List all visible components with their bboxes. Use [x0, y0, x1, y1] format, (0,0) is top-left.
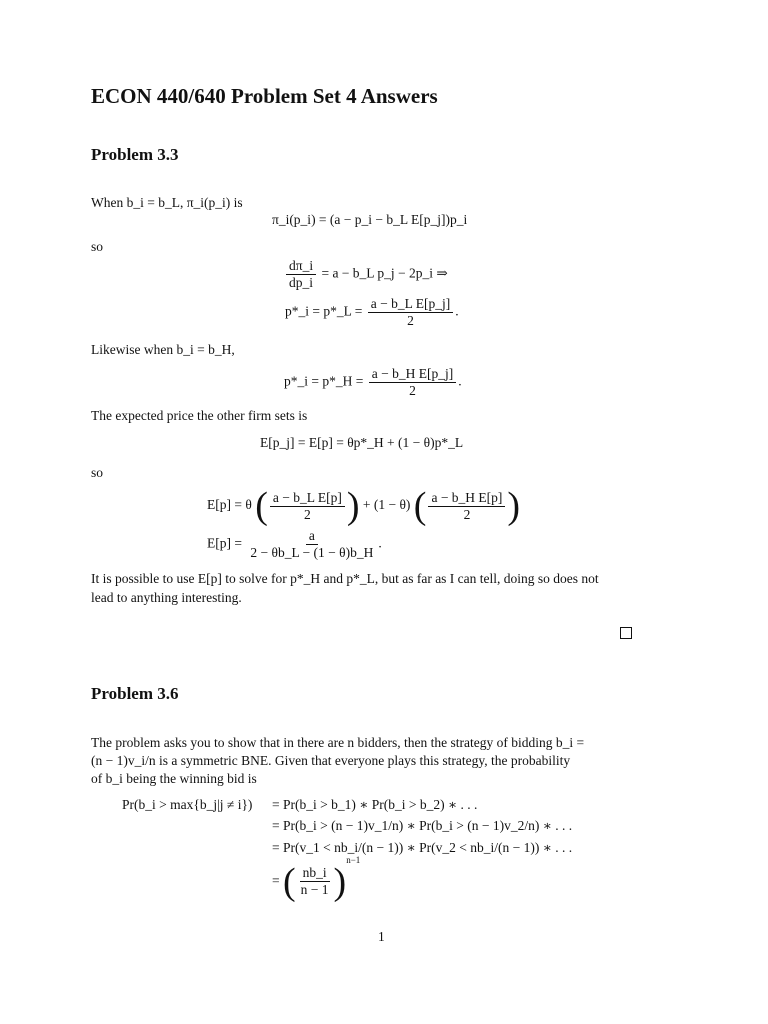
p36-eqD-denominator: n − 1: [300, 882, 329, 898]
p33-eq6-mid: + (1 − θ): [362, 497, 411, 513]
p36-eqD-equals: =: [272, 873, 280, 888]
p33-expected-text: The expected price the other firm sets is: [91, 408, 308, 423]
p33-eq7-numerator: a: [306, 528, 318, 545]
p33-eq2-denominator: dp_i: [289, 275, 314, 290]
p33-eq3-numerator: a − b_L E[p_j]: [368, 296, 453, 313]
p36-eqA-rhs: = Pr(b_i > b_1) ∗ Pr(b_i > b_2) ∗ . . .: [272, 797, 478, 812]
p33-eq1: π_i(p_i) = (a − p_i − b_L E[p_j])p_i: [272, 212, 468, 227]
p33-eq6-num1: a − b_L E[p]: [270, 490, 345, 507]
p33-eq6: [207, 487, 520, 525]
p33-eq4-denominator: 2: [409, 383, 416, 398]
problem-3-3-heading: Problem 3.3: [91, 145, 179, 164]
p36-eqD-numerator: nb_i: [300, 865, 330, 882]
right-paren: ): [346, 485, 360, 527]
p33-closing-line-1: It is possible to use E[p] to solve for p*_H and p*_L, but as far as I can tell, doing so does not: [91, 571, 599, 586]
p33-eq2-numerator: dπ_i: [286, 258, 316, 275]
p33-eq6-lhs: E[p] = θ: [207, 497, 252, 513]
qed-square-icon: [620, 627, 632, 639]
p33-eq6-den1: 2: [303, 506, 311, 522]
left-paren: (: [255, 485, 268, 527]
document-title: ECON 440/640 Problem Set 4 Answers: [91, 84, 438, 108]
page-number: 1: [378, 929, 385, 944]
p33-eq6-den2: 2: [463, 506, 471, 522]
p33-eq4-numerator: a − b_H E[p_j]: [369, 366, 456, 383]
right-paren: ): [507, 485, 521, 527]
p36-line-2: (n − 1)v_i/n is a symmetric BNE. Given that everyone plays this strategy, the probability: [91, 753, 571, 768]
p33-closing-line-2: lead to anything interesting.: [91, 590, 242, 605]
p33-eq3: p*_i = p*_L = $\frac{\text{a − b\_L E[p\_j]}}{2}$ .: [285, 296, 459, 328]
p36-eqC: = Pr(v_1 < nb_i/(n − 1)) ∗ Pr(v_2 < nb_i/(n − 1)) ∗ . . .: [272, 840, 573, 855]
right-paren: ): [333, 860, 347, 903]
problem-3-6-heading: Problem 3.6: [91, 684, 179, 703]
p33-eq7: E[p] = $\frac{a}{2 - \theta b\_L - (1 - \theta)b\_H}$ .: [207, 528, 382, 560]
p33-eq4-lhs: p*_i = p*_H =: [284, 373, 364, 389]
p36-line-3: of b_i being the winning bid is: [91, 771, 257, 786]
p33-so-1: so: [91, 239, 104, 254]
p36-eqD: [272, 855, 361, 903]
p33-intro: When b_i = b_L, π_i(p_i) is: [91, 195, 243, 210]
p36-eqA-lhs: Pr(b_i > max{b_j|j ≠ i}): [122, 797, 253, 812]
p33-eq7-denominator: 2 − θb_L − (1 − θ)b_H: [250, 545, 374, 560]
p33-eq3-lhs: p*_i = p*_L =: [285, 303, 363, 319]
p33-eq7-lhs: E[p] =: [207, 535, 242, 551]
p33-eq4: p*_i = p*_H = $\frac{\text{a − b\_H E[p\_j]}}{2}$ .: [284, 366, 462, 398]
p33-eq3-denominator: 2: [407, 313, 414, 328]
p36-eqB: = Pr(b_i > (n − 1)v_1/n) ∗ Pr(b_i > (n − 1)v_2/n) ∗ . . .: [272, 818, 573, 833]
p33-eq5: E[p_j] = E[p] = θp*_H + (1 − θ)p*_L: [260, 435, 464, 450]
left-paren: (: [413, 485, 427, 527]
p33-eq2: [284, 258, 448, 291]
left-paren: (: [283, 860, 296, 903]
p33-so-2: so: [91, 465, 104, 480]
p36-line-1: The problem asks you to show that in there are n bidders, then the strategy of bidding b_i =: [91, 735, 585, 750]
p36-eqD-exponent: n−1: [346, 855, 361, 865]
p33-eq6-num2: a − b_H E[p]: [428, 490, 505, 507]
p33-likewise: Likewise when b_i = b_H,: [91, 342, 235, 357]
p33-eq2-rhs: = a − b_L p_j − 2p_i ⇒: [321, 265, 448, 281]
